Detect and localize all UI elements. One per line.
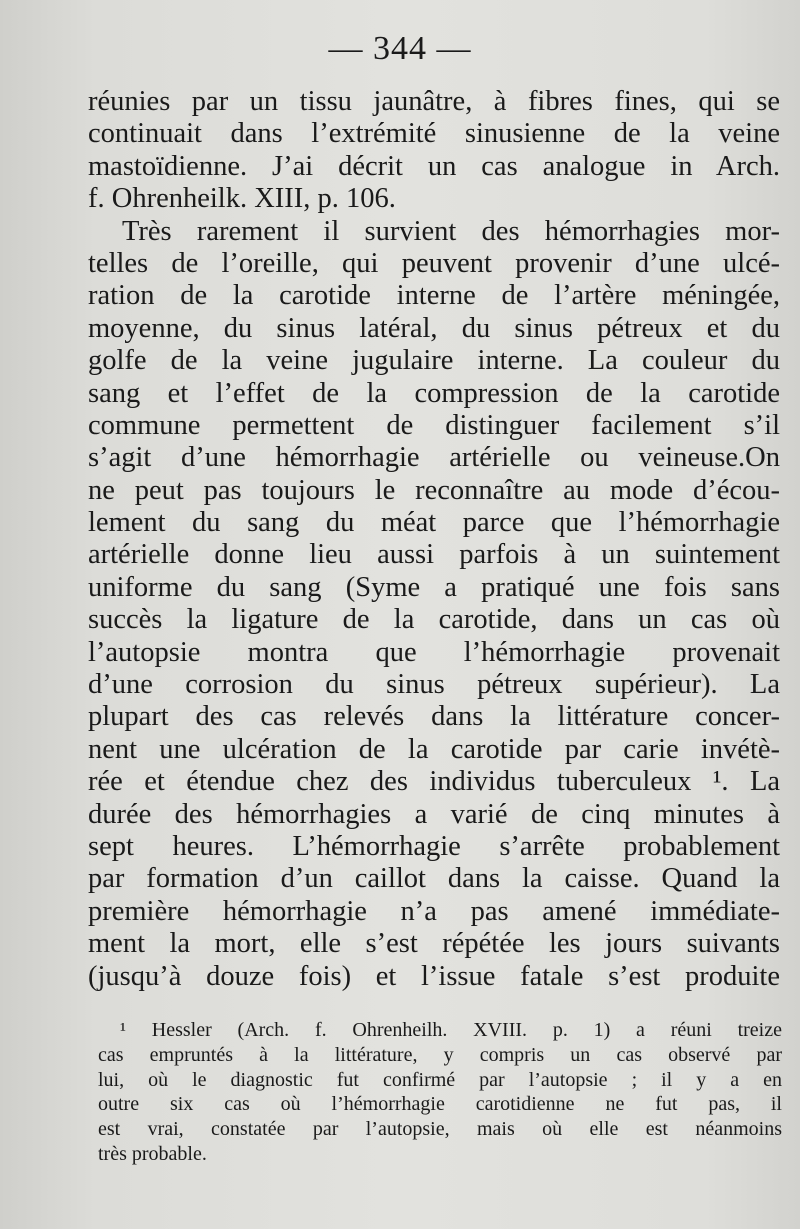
text-line: sang et l’effet de la compression de la carotide [88,377,780,409]
text-line: lement du sang du méat parce que l’hémorrhagie [88,507,780,539]
text-line: durée des hémorrhagies a varié de cinq minutes à [88,798,780,830]
text-line: ne peut pas toujours le reconnaître au mode d’écou- [88,474,780,506]
text-line: Très rarement il survient des hémorrhagies mor- [122,215,780,247]
page-number: — 344 — [328,30,472,67]
text-line: réunies par un tissu jaunâtre, à fibres fines, qui se [88,86,780,117]
text-line: plupart des cas relevés dans la littérature concer- [88,701,780,733]
text-line: par formation d’un caillot dans la caisse. Quand la [88,863,780,895]
text-line: artérielle donne lieu aussi parfois à un suintement [88,539,780,571]
footnote-line: est vrai, constatée par l’autopsie, mais où elle est néanmoins [98,1118,782,1141]
footnote-line: très probable. [98,1142,207,1165]
text-line: succès la ligature de la carotide, dans un cas où [88,604,780,636]
text-line: ment la mort, elle s’est répétée les jours suivants [88,928,780,960]
text-line: moyenne, du sinus latéral, du sinus pétreux et du [88,312,780,344]
text-line: golfe de la veine jugulaire interne. La couleur du [88,345,780,377]
body-text [88,86,780,993]
footnote-line: outre six cas où l’hémorrhagie carotidienne ne fut pas, il [98,1093,782,1116]
text-line: commune permettent de distinguer facilement s’il [88,409,780,441]
text-line: d’une corrosion du sinus pétreux supérieur). La [88,669,780,701]
footnote-line: lui, où le diagnostic fut confirmé par l’autopsie ; il y a en [98,1068,782,1091]
text-line: (jusqu’à douze fois) et l’issue fatale s’est produite [88,960,780,992]
text-line: uniforme du sang (Syme a pratiqué une fois sans [88,571,780,603]
text-line: s’agit d’une hémorrhagie artérielle ou veineuse.On [88,442,780,474]
text-line: f. Ohrenheilk. XIII, p. 106. [88,183,396,215]
text-line: l’autopsie montra que l’hémorrhagie provenait [88,636,780,668]
text-line: mastoïdienne. J’ai décrit un cas analogue in Arch. [88,150,780,182]
text-line: continuait dans l’extrémité sinusienne de la veine [88,118,780,150]
footnote-line: ¹ Hessler (Arch. f. Ohrenheilh. XVIII. p. 1) a réuni treize [120,1019,782,1041]
footnote [98,1018,782,1167]
text-line: nent une ulcération de la carotide par carie invétè- [88,733,780,765]
footnote-line: cas empruntés à la littérature, y compris un cas observé par [98,1043,782,1066]
text-line: rée et étendue chez des individus tuberculeux ¹. La [88,766,780,798]
text-line: ration de la carotide interne de l’artère méningée, [88,280,780,312]
text-line: sept heures. L’hémorrhagie s’arrête probablement [88,830,780,862]
text-line: première hémorrhagie n’a pas amené immédiate- [88,895,780,927]
text-line: telles de l’oreille, qui peuvent provenir d’une ulcé- [88,247,780,279]
